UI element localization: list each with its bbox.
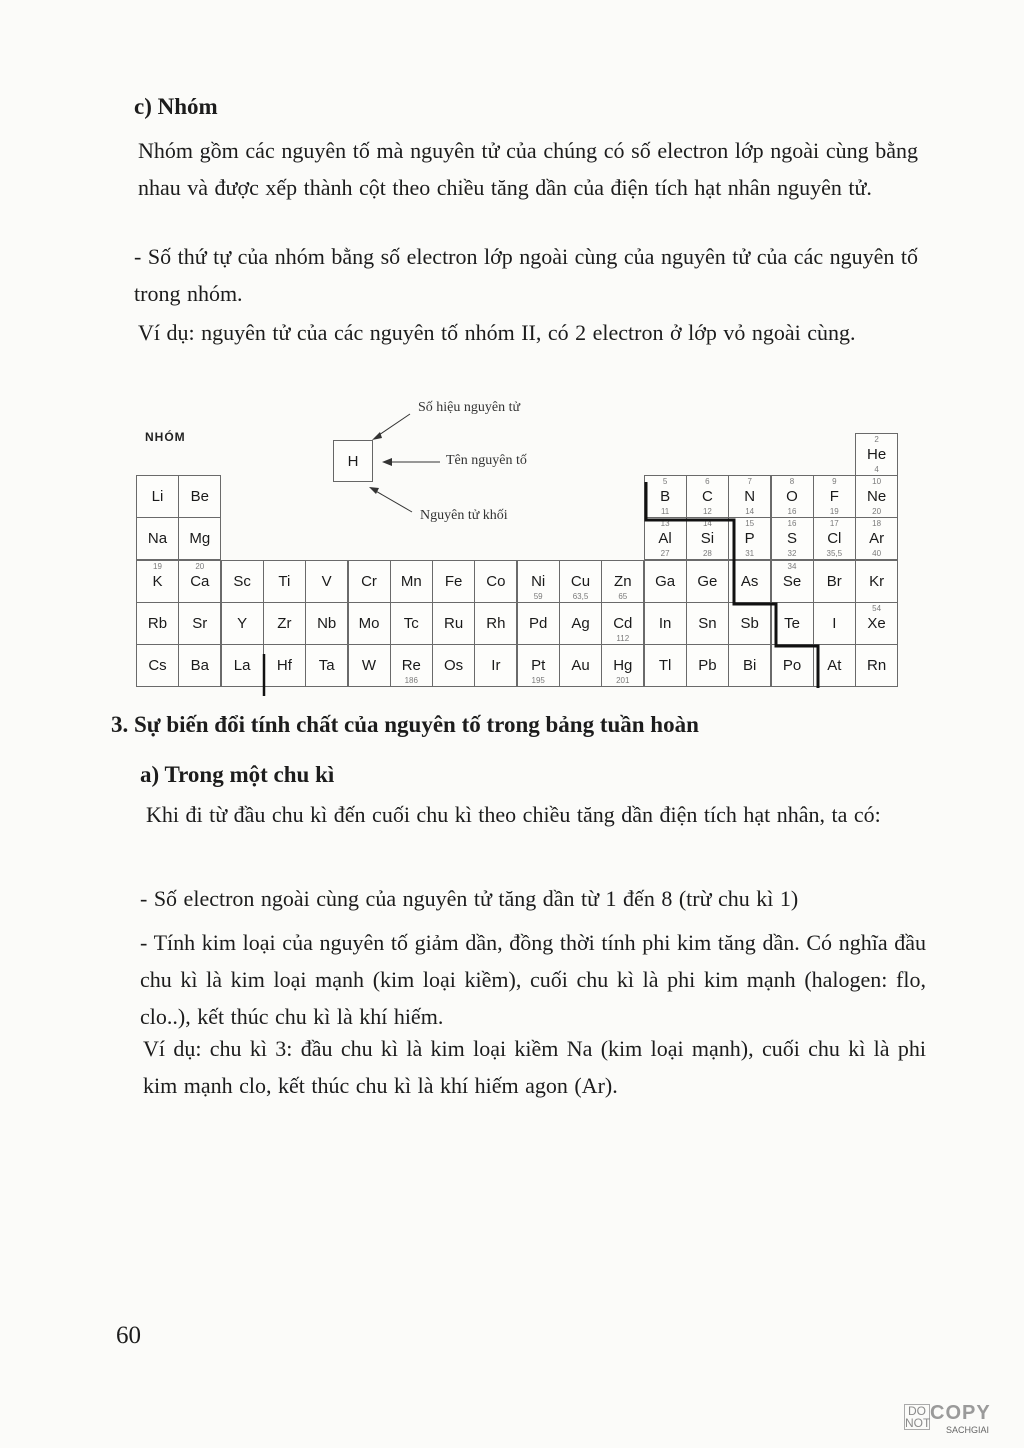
watermark-copy: COPY (930, 1402, 991, 1424)
element-symbol: Br (826, 572, 842, 590)
element-symbol: S (786, 530, 797, 548)
element-symbol: Ba (190, 657, 209, 674)
figure-label: NHÓM (145, 430, 186, 444)
atomic-number: 17 (829, 519, 839, 529)
watermark-do-not: DO NOT (905, 1404, 931, 1430)
element-symbol: Kr (869, 572, 885, 590)
watermark-brand: SACHGIAI (946, 1425, 990, 1435)
element-symbol: Ca (190, 572, 210, 590)
element-symbol: Li (151, 488, 164, 506)
atomic-number: 34 (787, 561, 797, 571)
element-symbol: Ta (318, 657, 335, 674)
atomic-mass: 186 (404, 676, 418, 685)
element-symbol: N (744, 488, 756, 506)
element-symbol: Al (658, 530, 672, 548)
element-symbol: Si (700, 530, 715, 548)
section-3-paragraph-4: Ví dụ: chu kì 3: đầu chu kì là kim loại kiềm Na (kim loại mạnh), cuối chu kì là phi kim mạnh clo, kết thúc chu kì là khí hiếm agon (Ar). (143, 1036, 926, 1098)
annotation-atomic-mass: Nguyên tử khối (420, 508, 508, 523)
atomic-mass: 4 (874, 465, 879, 474)
element-symbol: Fe (444, 572, 463, 590)
element-symbol: Na (147, 530, 168, 548)
watermark-logo (904, 1402, 1008, 1436)
element-symbol: Hg (613, 657, 633, 674)
element-symbol: Cd (613, 614, 633, 632)
element-symbol: B (660, 488, 671, 506)
element-symbol: Ag (571, 614, 590, 632)
element-symbol: Pt (531, 657, 546, 674)
section-3a-title: a) Trong một chu kì (140, 762, 335, 787)
element-symbol: Pb (698, 657, 717, 674)
periodic-table-figure (0, 0, 1024, 700)
element-symbol: Au (571, 657, 590, 674)
element-symbol: F (829, 488, 839, 506)
section-3-paragraph-1: Khi đi từ đầu chu kì đến cuối chu kì theo chiều tăng dần điện tích hạt nhân, ta có: (146, 802, 881, 827)
atomic-number: 18 (872, 519, 882, 529)
atomic-number: 5 (662, 477, 668, 487)
element-symbol: Po (782, 657, 802, 674)
element-symbol: Pd (529, 614, 548, 632)
atomic-mass: 31 (745, 549, 755, 559)
element-symbol: Mg (189, 530, 211, 548)
page-number: 60 (116, 1322, 141, 1349)
legend-symbol: H (347, 453, 359, 470)
element-symbol: In (658, 614, 672, 632)
element-symbol: Cs (148, 657, 167, 674)
element-symbol: Mo (358, 614, 380, 632)
atomic-number: 9 (832, 477, 837, 487)
element-symbol: W (361, 657, 377, 674)
element-symbol: O (786, 488, 798, 506)
atomic-number: 14 (702, 519, 712, 529)
element-symbol: Ar (869, 530, 885, 548)
element-symbol: Tc (403, 614, 419, 632)
element-symbol: Te (784, 614, 800, 632)
element-symbol: Os (444, 657, 464, 674)
section-c-title: c) Nhóm (134, 94, 218, 119)
element-symbol: Ge (697, 572, 718, 590)
atomic-number: 19 (153, 561, 162, 571)
atomic-number: 54 (872, 603, 882, 613)
atomic-mass: 195 (531, 676, 545, 685)
element-symbol: At (827, 657, 842, 674)
element-symbol: Ni (531, 572, 546, 590)
section-3-paragraph-2: - Số electron ngoài cùng của nguyên tử tăng dần từ 1 đến 8 (trừ chu kì 1) (140, 886, 799, 911)
element-symbol: Sn (698, 614, 717, 632)
element-symbol: Se (782, 572, 802, 590)
atomic-mass: 11 (660, 507, 670, 517)
annotation-atomic-number: Số hiệu nguyên tử (418, 400, 521, 415)
atomic-mass: 27 (660, 549, 670, 559)
atomic-number: 16 (787, 519, 797, 529)
element-symbol: Ru (444, 614, 464, 632)
element-symbol: V (321, 572, 332, 590)
element-symbol: Sc (233, 572, 251, 590)
element-symbol: I (832, 614, 837, 632)
atomic-mass: 35,5 (826, 549, 843, 559)
element-symbol: Cl (827, 530, 842, 548)
element-symbol: Cr (361, 572, 377, 590)
element-symbol: Sb (740, 614, 759, 632)
element-symbol: Rh (486, 614, 506, 632)
section-3-paragraph-3: - Tính kim loại của nguyên tố giảm dần, đồng thời tính phi kim tăng dần. Có nghĩa đầu chu kì là kim loại mạnh (kim loại kiềm), cuối chu kì là phi kim mạnh (halogen: flo, clo..), kết thúc chu kì là khí hiếm. (140, 930, 926, 1029)
atomic-number: 20 (195, 561, 205, 571)
atomic-mass: 28 (702, 549, 712, 559)
element-symbol: Hf (276, 657, 292, 674)
atomic-number: 6 (705, 477, 710, 487)
element-symbol: Bi (743, 657, 757, 674)
element-symbol: Zn (614, 572, 632, 590)
element-symbol: Sr (192, 614, 208, 632)
atomic-mass: 19 (829, 507, 839, 517)
element-symbol: He (867, 446, 887, 463)
element-symbol: P (744, 530, 755, 548)
atomic-number: 2 (874, 435, 879, 444)
element-symbol: As (740, 572, 759, 590)
element-symbol: Xe (867, 614, 886, 632)
element-symbol: Rn (867, 657, 887, 674)
atomic-mass: 201 (616, 676, 630, 685)
section-3-title: 3. Sự biến đổi tính chất của nguyên tố trong bảng tuần hoàn (111, 712, 699, 737)
element-symbol: Zr (277, 614, 292, 632)
atomic-number: 8 (789, 477, 795, 487)
element-symbol: Re (401, 657, 421, 674)
atomic-mass: 40 (872, 549, 882, 559)
element-symbol: Mn (400, 572, 422, 590)
atomic-mass: 65 (618, 591, 628, 601)
section-c-paragraph-3: Ví dụ: nguyên tử của các nguyên tố nhóm II, có 2 electron ở lớp vỏ ngoài cùng. (138, 320, 856, 345)
section-c-paragraph-2: - Số thứ tự của nhóm bằng số electron lớp ngoài cùng của nguyên tử của các nguyên tố trong nhóm. (134, 244, 918, 306)
atomic-mass: 14 (745, 507, 755, 517)
atomic-mass: 12 (702, 507, 712, 517)
element-symbol: Rb (147, 614, 168, 632)
atomic-mass: 20 (872, 507, 882, 517)
atomic-number: 13 (660, 519, 670, 529)
annotation-element-name: Tên nguyên tố (446, 453, 527, 468)
element-symbol: Co (486, 572, 506, 590)
element-symbol: Ti (278, 572, 291, 590)
atomic-mass: 16 (787, 507, 797, 517)
element-symbol: Ne (867, 488, 887, 506)
metal-nonmetal-divider (0, 0, 1024, 700)
element-symbol: Nb (317, 614, 337, 632)
element-symbol: Ga (655, 572, 676, 590)
element-symbol: La (233, 657, 251, 674)
element-symbol: K (152, 572, 163, 590)
atomic-number: 15 (745, 519, 755, 529)
element-symbol: C (701, 488, 713, 506)
atomic-mass: 63,5 (572, 591, 589, 601)
section-c-paragraph-1: Nhóm gồm các nguyên tố mà nguyên tử của chúng có số electron lớp ngoài cùng bằng nhau và được xếp thành cột theo chiều tăng dần của điện tích hạt nhân nguyên tử. (138, 138, 918, 200)
element-symbol: Ir (491, 657, 501, 674)
element-symbol: Y (237, 614, 248, 632)
atomic-mass: 59 (533, 591, 543, 601)
atomic-number: 10 (872, 477, 882, 487)
atomic-number: 7 (747, 477, 752, 487)
element-symbol: Cu (570, 572, 591, 590)
element-symbol: Tl (658, 657, 672, 674)
atomic-mass: 112 (616, 633, 630, 643)
element-symbol: Be (190, 488, 209, 506)
atomic-mass: 32 (787, 549, 797, 559)
